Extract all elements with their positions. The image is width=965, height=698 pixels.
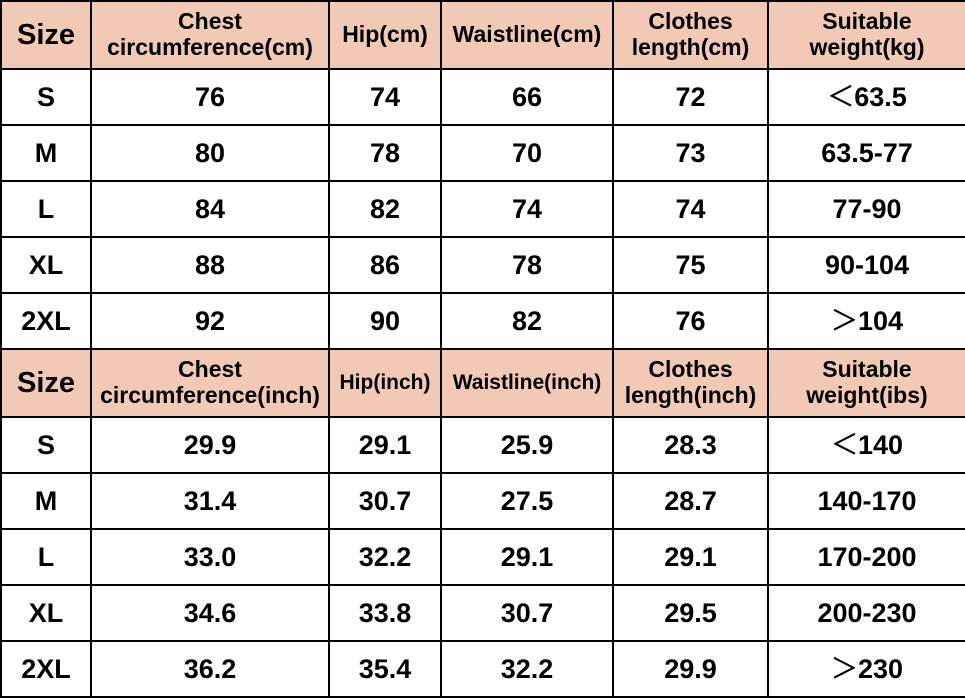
cell-size: L xyxy=(1,181,91,237)
column-header-size: Size xyxy=(1,349,91,417)
cell-waistline: 30.7 xyxy=(441,585,613,641)
table-header-row-inch xyxy=(1,349,965,417)
table-row xyxy=(1,585,965,641)
cell-suitable-weight: 170-200 xyxy=(768,529,965,585)
cell-clothes-length: 29.5 xyxy=(613,585,768,641)
column-header-waistline: Waistline(cm) xyxy=(441,1,613,69)
cell-suitable-weight: 77-90 xyxy=(768,181,965,237)
cell-chest: 92 xyxy=(91,293,329,349)
column-header-size: Size xyxy=(1,1,91,69)
cell-size: 2XL xyxy=(1,641,91,697)
cell-size: M xyxy=(1,125,91,181)
cell-waistline: 25.9 xyxy=(441,417,613,473)
cell-hip: 78 xyxy=(329,125,441,181)
cell-waistline: 66 xyxy=(441,69,613,125)
column-header-suitable-weight: Suitable weight(kg) xyxy=(768,1,965,69)
cell-clothes-length: 75 xyxy=(613,237,768,293)
cell-chest: 80 xyxy=(91,125,329,181)
cell-hip: 29.1 xyxy=(329,417,441,473)
cell-clothes-length: 29.9 xyxy=(613,641,768,697)
column-header-chest: Chest circumference(inch) xyxy=(91,349,329,417)
cell-clothes-length: 74 xyxy=(613,181,768,237)
cell-suitable-weight: 140-170 xyxy=(768,473,965,529)
cell-clothes-length: 76 xyxy=(613,293,768,349)
cell-chest: 33.0 xyxy=(91,529,329,585)
column-header-clothes-length: Clothes length(cm) xyxy=(613,1,768,69)
cell-chest: 76 xyxy=(91,69,329,125)
cell-waistline: 78 xyxy=(441,237,613,293)
cell-hip: 30.7 xyxy=(329,473,441,529)
cell-waistline: 74 xyxy=(441,181,613,237)
table-row xyxy=(1,181,965,237)
cell-size: S xyxy=(1,417,91,473)
cell-suitable-weight: 200-230 xyxy=(768,585,965,641)
cell-size: L xyxy=(1,529,91,585)
cell-waistline: 32.2 xyxy=(441,641,613,697)
table-row xyxy=(1,417,965,473)
cell-chest: 31.4 xyxy=(91,473,329,529)
cell-chest: 29.9 xyxy=(91,417,329,473)
cell-waistline: 27.5 xyxy=(441,473,613,529)
table-row xyxy=(1,473,965,529)
cell-suitable-weight: ＞104 xyxy=(768,293,965,349)
column-header-chest: Chest circumference(cm) xyxy=(91,1,329,69)
cell-chest: 84 xyxy=(91,181,329,237)
column-header-hip: Hip(inch) xyxy=(329,349,441,417)
column-header-clothes-length: Clothes length(inch) xyxy=(613,349,768,417)
cell-hip: 90 xyxy=(329,293,441,349)
cell-size: XL xyxy=(1,585,91,641)
table-row xyxy=(1,529,965,585)
cell-size: XL xyxy=(1,237,91,293)
cell-clothes-length: 72 xyxy=(613,69,768,125)
cell-hip: 86 xyxy=(329,237,441,293)
cell-suitable-weight: ＞230 xyxy=(768,641,965,697)
column-header-waistline: Waistline(inch) xyxy=(441,349,613,417)
column-header-hip: Hip(cm) xyxy=(329,1,441,69)
cell-clothes-length: 28.3 xyxy=(613,417,768,473)
cell-hip: 82 xyxy=(329,181,441,237)
table-row xyxy=(1,69,965,125)
table-row xyxy=(1,237,965,293)
table-row xyxy=(1,641,965,697)
cell-suitable-weight: 63.5-77 xyxy=(768,125,965,181)
cell-hip: 35.4 xyxy=(329,641,441,697)
cell-chest: 88 xyxy=(91,237,329,293)
cell-size: M xyxy=(1,473,91,529)
cell-clothes-length: 73 xyxy=(613,125,768,181)
cell-suitable-weight: ＜63.5 xyxy=(768,69,965,125)
column-header-suitable-weight: Suitable weight(ibs) xyxy=(768,349,965,417)
cell-waistline: 70 xyxy=(441,125,613,181)
cell-clothes-length: 29.1 xyxy=(613,529,768,585)
cell-waistline: 29.1 xyxy=(441,529,613,585)
cell-waistline: 82 xyxy=(441,293,613,349)
cell-suitable-weight: 90-104 xyxy=(768,237,965,293)
cell-hip: 33.8 xyxy=(329,585,441,641)
cell-chest: 36.2 xyxy=(91,641,329,697)
table-row xyxy=(1,125,965,181)
cell-size: 2XL xyxy=(1,293,91,349)
cell-hip: 32.2 xyxy=(329,529,441,585)
table-row xyxy=(1,293,965,349)
cell-suitable-weight: ＜140 xyxy=(768,417,965,473)
cell-clothes-length: 28.7 xyxy=(613,473,768,529)
cell-hip: 74 xyxy=(329,69,441,125)
cell-size: S xyxy=(1,69,91,125)
table-header-row-cm xyxy=(1,1,965,69)
cell-chest: 34.6 xyxy=(91,585,329,641)
